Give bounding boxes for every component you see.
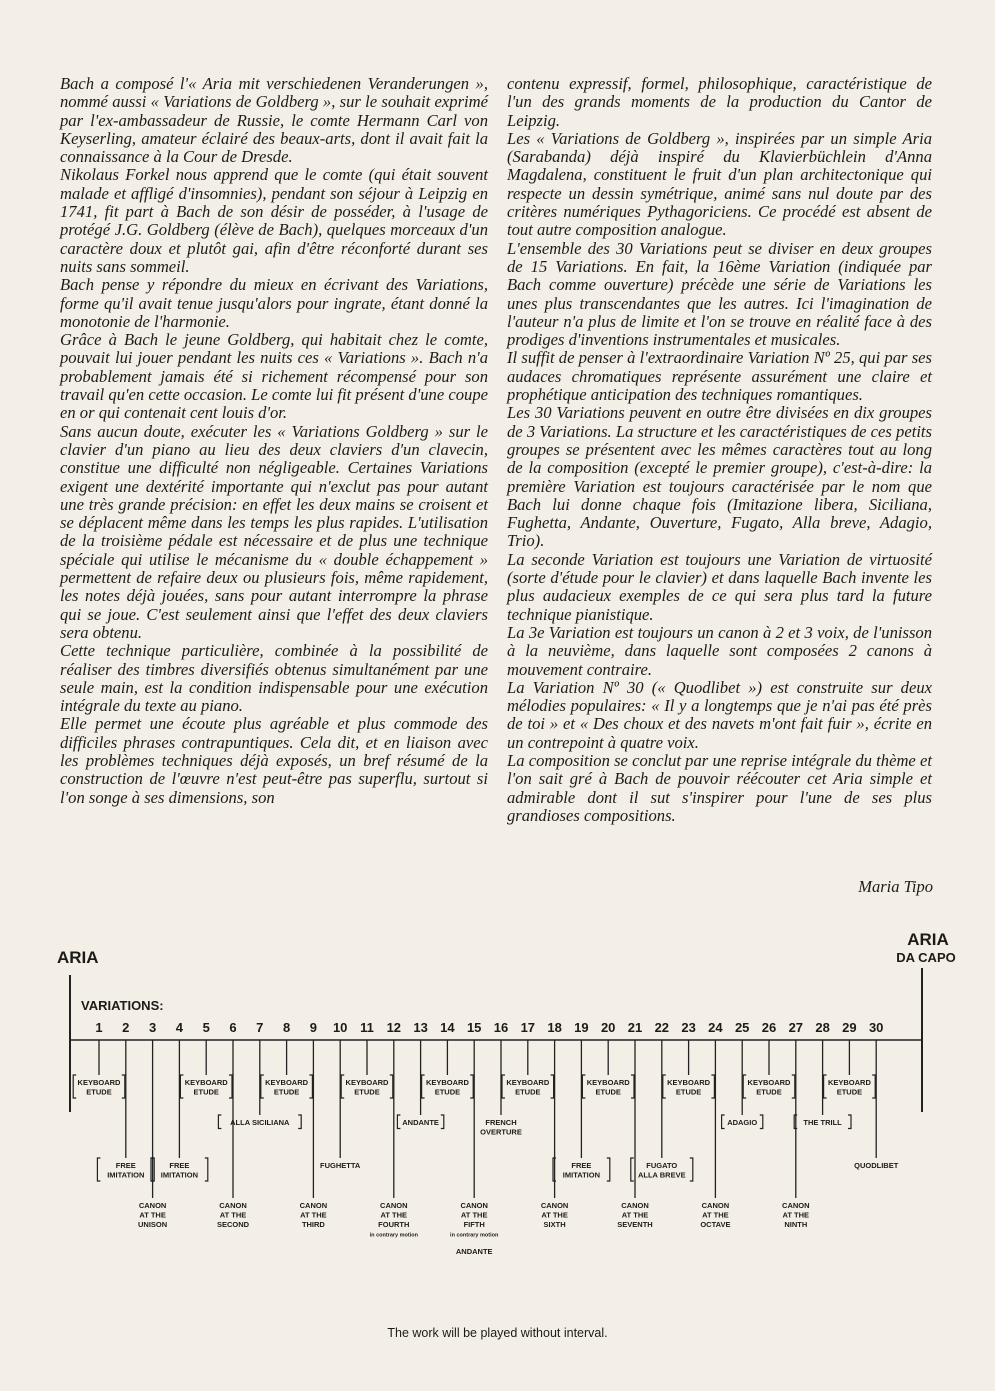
variation-number: 5	[202, 1020, 210, 1035]
essay-paragraph: La composition se conclut par une reprise intégrale du thème et l'on sait gré à Bach de pouvoir réécouter cet Aria simple et admirable dont il sut s'inspirer pour l'une de ses plus grandioses compositions.	[507, 750, 932, 825]
essay-paragraph: Nikolaus Forkel nous apprend que le comte (qui était souvent malade et affligé d'insomnies), pendant son séjour à Leipzig en 1741, fit part à Bach de son désir de posséder, à l'usage de protégé J.G. Goldberg (élève de Bach), quelques morceaux d'un caractère doux et plutôt gai, afin d'être réconforté durant ses nuits sans sommeil.	[60, 165, 488, 276]
essay-paragraph: Bach pense y répondre du mieux en écrivant des Variations, forme qu'il avait tenue jusqu'alors pour ingrate, étant donné la monotonie de l'harmonie.	[60, 275, 488, 331]
label-bracket-left	[824, 1075, 827, 1098]
variation-number: 13	[413, 1020, 428, 1035]
variation-label-text: FREE	[169, 1161, 190, 1170]
label-bracket-right	[441, 1115, 444, 1129]
variation-label-text: CANON	[621, 1201, 649, 1210]
variation-label-text: KEYBOARD	[184, 1078, 228, 1087]
variation-label-text: in contrary motion	[369, 1232, 418, 1239]
variation-number: 23	[681, 1020, 696, 1035]
label-bracket-left	[180, 1075, 183, 1098]
variation-label-text: ETUDE	[434, 1087, 461, 1097]
label-bracket-left	[73, 1075, 76, 1098]
variation-label-text: ANDANTE	[455, 1247, 493, 1256]
aria-end-label: ARIA	[907, 930, 949, 949]
variation-label-text: SEVENTH	[617, 1220, 653, 1229]
variation-number: 29	[842, 1020, 857, 1035]
label-bracket-left	[422, 1075, 425, 1098]
variation-label-text: CANON	[460, 1201, 488, 1210]
variation-number: 25	[734, 1020, 750, 1035]
variation-label-text: AT THE	[380, 1210, 408, 1220]
variation-label-text: FIFTH	[463, 1220, 485, 1229]
variation-label-text: CANON	[299, 1201, 328, 1210]
variation-number: 28	[815, 1020, 830, 1035]
variation-label-text: ADAGIO	[727, 1118, 758, 1127]
aria-start-label: ARIA	[57, 948, 99, 967]
variation-label-text: in contrary motion	[450, 1232, 499, 1239]
label-bracket-left	[97, 1158, 100, 1181]
variation-label-text: FUGHETTA	[320, 1161, 361, 1170]
essay-paragraph: Grâce à Bach le jeune Goldberg, qui habitait chez le comte, pouvait lui jouer pendant les nuits ces « Variations ». Bach n'a probablement jamais été si richement récompensé pour son travail qu'en cette occasion. Le comte lui fit présent d'une coupe en or qui contenait cent louis d'or.	[60, 330, 488, 423]
variation-label-text: AT THE	[460, 1210, 488, 1220]
label-bracket-right	[390, 1075, 393, 1098]
variation-label-text: AT THE	[541, 1210, 568, 1220]
variation-label-text: ETUDE	[193, 1087, 219, 1097]
variation-label-text: ETUDE	[354, 1087, 380, 1097]
label-bracket-left	[502, 1075, 505, 1098]
label-bracket-left	[631, 1158, 634, 1181]
variation-label-text: KEYBOARD	[667, 1078, 711, 1087]
variation-label-text: AT THE	[300, 1210, 327, 1220]
variation-label-text: AT THE	[621, 1210, 649, 1220]
variation-number: 6	[229, 1020, 237, 1035]
label-bracket-right	[792, 1075, 795, 1098]
label-bracket-left	[743, 1075, 746, 1098]
variation-number: 16	[493, 1020, 509, 1035]
variation-label-text: ETUDE	[675, 1087, 702, 1097]
variation-label-text: ETUDE	[273, 1087, 300, 1097]
variation-label-text: ALLA SICILIANA	[230, 1118, 290, 1127]
label-bracket-right	[711, 1075, 714, 1098]
essay-paragraph: La seconde Variation est toujours une Variation de virtuosité (sorte d'étude pour le clavier) et dans laquelle Bach invente les plus audacieux exemples de ce qui sera plus tard la future technique pianistique.	[507, 549, 932, 624]
variation-number: 24	[708, 1020, 723, 1035]
essay-paragraph: contenu expressif, formel, philosophique, caractéristique de l'un des grands moments de la production du Cantor de Leipzig.	[507, 74, 932, 130]
variation-number: 14	[440, 1020, 455, 1035]
essay-paragraph: La 3e Variation est toujours un canon à 2 et 3 voix, de l'unisson à la neuvième, dans laquelle sont composées 2 canons à mouvement contraire.	[507, 622, 932, 679]
variation-label-text: UNISON	[138, 1220, 168, 1229]
variation-label-text: AT THE	[782, 1210, 810, 1220]
variation-label-text: KEYBOARD	[265, 1078, 309, 1087]
variation-number: 10	[332, 1020, 348, 1035]
variation-label-text: CANON	[540, 1201, 569, 1210]
variation-number: 9	[309, 1020, 318, 1035]
label-bracket-left	[261, 1075, 264, 1098]
variation-label-text: FOURTH	[378, 1220, 410, 1229]
label-bracket-right	[631, 1075, 634, 1098]
essay-paragraph: Il suffit de penser à l'extraordinaire Variation Nº 25, qui par ses audaces chromatiques représente assurément une claire et prophétique anticipation des techniques romantiques.	[507, 348, 932, 405]
variation-label-text: KEYBOARD	[506, 1078, 550, 1087]
variation-number: 20	[600, 1020, 616, 1035]
variation-number: 26	[761, 1020, 777, 1035]
variation-label-text: SIXTH	[543, 1220, 566, 1229]
variation-label-text: KEYBOARD	[77, 1078, 121, 1087]
label-bracket-left	[663, 1075, 666, 1098]
variation-number: 15	[466, 1020, 482, 1035]
label-bracket-right	[229, 1075, 232, 1098]
aria-da-capo-label: DA CAPO	[896, 950, 956, 965]
variation-label-text: ETUDE	[515, 1087, 541, 1097]
essay-paragraph: Cette technique particulière, combinée à la possibilité de réaliser des timbres diversifiés obtenus simultanément par une seule main, est la condition indispensable pour une exécution intégrale du texte au piano.	[60, 641, 488, 716]
label-bracket-right	[551, 1075, 554, 1098]
label-bracket-right	[607, 1158, 610, 1181]
label-bracket-right	[470, 1075, 473, 1098]
variation-label-text: ETUDE	[595, 1087, 621, 1097]
essay-paragraph: Les « Variations de Goldberg », inspirées par un simple Aria (Sarabanda) déjà inspiré du Klavierbüchlein d'Anna Magdalena, constituent le fruit d'un plan architectonique qui respecte un dessin symétrique, animé sans nul doute par des critères numériques Pythagoriciens. Ce procédé est absent de tout autre composition analogue.	[507, 128, 932, 240]
variation-number: 27	[788, 1020, 804, 1035]
label-bracket-right	[848, 1115, 851, 1129]
variation-label-text: AT THE	[702, 1210, 729, 1220]
label-bracket-left	[722, 1115, 725, 1129]
label-bracket-left	[582, 1075, 585, 1098]
label-bracket-right	[760, 1115, 763, 1129]
variation-label-text: CANON	[380, 1201, 408, 1210]
variation-label-text: ALLA BREVE	[637, 1170, 686, 1180]
footer-note: The work will be played without interval.	[387, 1326, 608, 1340]
variations-label: VARIATIONS:	[81, 998, 164, 1013]
label-bracket-right	[309, 1075, 312, 1098]
variation-label-text: ANDANTE	[402, 1118, 439, 1127]
label-bracket-right	[122, 1075, 125, 1098]
variation-number: 19	[574, 1020, 589, 1035]
essay-paragraph: Elle permet une écoute plus agréable et plus commode des difficiles phrases contrapuntiques. Cela dit, et en liaison avec les problèmes techniques déjà exposés, un bref résumé de la construction de l'œuvre n'est peut-être pas superflu, surtout si l'on songe à ses dimensions, son	[60, 714, 488, 807]
variation-label-text: CANON	[219, 1201, 247, 1210]
variation-label-text: OVERTURE	[480, 1127, 522, 1137]
variation-number: 22	[654, 1020, 670, 1035]
essay-paragraph: L'ensemble des 30 Variations peut se diviser en deux groupes de 15 Variations. En fait, la 16ème Variation (indiquée par Bach comme ouverture) précède une série de Variations les unes plus transcendantes que les autres. Ici l'imagination de l'auteur n'a plus de limite et l'on se trouve en réalité face à des prodiges d'inventions instrumentales et musicales.	[507, 238, 932, 350]
essay-paragraph: Sans aucun doute, exécuter les « Variations Goldberg » sur le clavier d'un piano au lieu des deux claviers d'un clavecin, constitue une difficulté non négligeable. Certaines Variations exigent une dextérité importante qui n'exclut pas pour autant une très grande précision: en effet les deux mains se croisent et se déplacent même dans les temps les plus rapides. L'utilisation de la troisième pédale est nécessaire et de plus une technique spéciale qui utilise le mécanisme du « double échappement » permettent de refaire deux ou plusieurs fois, même rapidement, les notes déjà jouées, sans pour autant interrompre la phrase qui se joue. C'est seulement ainsi que l'effet des deux claviers sera obtenu.	[60, 421, 488, 642]
variation-number: 12	[386, 1020, 402, 1035]
variation-label-text: ETUDE	[756, 1087, 782, 1097]
variation-label-text: IMITATION	[107, 1170, 145, 1180]
variation-label-text: AT THE	[139, 1210, 166, 1220]
variation-number: 7	[256, 1020, 264, 1035]
variation-label-text: KEYBOARD	[425, 1078, 469, 1087]
variation-label-text: OCTAVE	[700, 1220, 731, 1229]
essay-paragraph: Les 30 Variations peuvent en outre être divisées en dix groupes de 3 Variations. La structure et les caractéristiques de ces petits groupes se présentent avec les mêmes caractères tout au long de la composition (excepté le premier groupe), c'est-à-dire: la première Variation est toujours caractérisée par le nom que Bach lui donne chaque fois (Imitazione libera, Siciliana, Fughetta, Andante, Ouverture, Fugato, Alla breve, Adagio, Trio).	[507, 403, 932, 551]
variation-number: 18	[547, 1020, 562, 1035]
variation-label-text: KEYBOARD	[747, 1078, 791, 1087]
variation-label-text: IMITATION	[160, 1170, 199, 1180]
variation-label-text: FUGATO	[646, 1161, 678, 1170]
variation-label-text: FREE	[571, 1161, 592, 1170]
variation-label-text: CANON	[138, 1201, 167, 1210]
variation-label-text: KEYBOARD	[586, 1078, 630, 1087]
variation-number: 2	[122, 1020, 130, 1035]
label-bracket-right	[298, 1115, 301, 1129]
variation-label-text: THIRD	[301, 1220, 325, 1229]
variation-label-text: NINTH	[784, 1220, 808, 1229]
variation-number: 11	[360, 1020, 374, 1035]
variation-number: 8	[282, 1020, 291, 1035]
label-bracket-right	[690, 1158, 693, 1181]
label-bracket-right	[872, 1075, 875, 1098]
variation-label-text: IMITATION	[562, 1170, 601, 1180]
variation-number: 1	[95, 1020, 103, 1035]
variation-label-text: SECOND	[216, 1220, 250, 1229]
variation-label-text: FREE	[115, 1161, 136, 1170]
label-bracket-right	[205, 1158, 208, 1181]
variation-label-text: KEYBOARD	[827, 1078, 871, 1087]
variation-label-text: ETUDE	[86, 1087, 112, 1097]
variation-number: 17	[520, 1020, 536, 1035]
variation-label-text: FRENCH	[485, 1118, 517, 1127]
label-bracket-left	[397, 1115, 400, 1129]
variation-label-text: ETUDE	[836, 1087, 863, 1097]
variation-label-text: CANON	[701, 1201, 730, 1210]
variation-label-text: AT THE	[219, 1210, 247, 1220]
variation-number: 30	[868, 1020, 884, 1035]
variation-label-text: KEYBOARD	[345, 1078, 389, 1087]
variation-number: 4	[175, 1020, 184, 1035]
label-bracket-left	[218, 1115, 221, 1129]
variation-label-text: QUODLIBET	[854, 1161, 899, 1170]
essay-paragraph: La Variation Nº 30 (« Quodlibet ») est construite sur deux mélodies populaires: « Il y a longtemps que je n'ai pas été près de toi » et « Des choux et des navets m'ont fait fuir », écrite en un contrepoint à quatre voix.	[507, 677, 932, 752]
label-bracket-left	[341, 1075, 344, 1098]
variation-number: 21	[627, 1020, 643, 1035]
variation-label-text: CANON	[782, 1201, 810, 1210]
variation-label-text: THE TRILL	[803, 1118, 842, 1127]
author-signature: Maria Tipo	[858, 877, 933, 896]
essay-paragraph: Bach a composé l'« Aria mit verschiedenen Veranderungen », nommé aussi « Variations de Goldberg », sur le souhait exprimé par l'ex-ambassadeur de Russie, le comte Hermann Carl von Keyserling, amateur éclairé des beaux-arts, dont il avait fait la connaissance à la Cour de Dresde.	[60, 74, 488, 167]
variation-number: 3	[148, 1020, 157, 1035]
